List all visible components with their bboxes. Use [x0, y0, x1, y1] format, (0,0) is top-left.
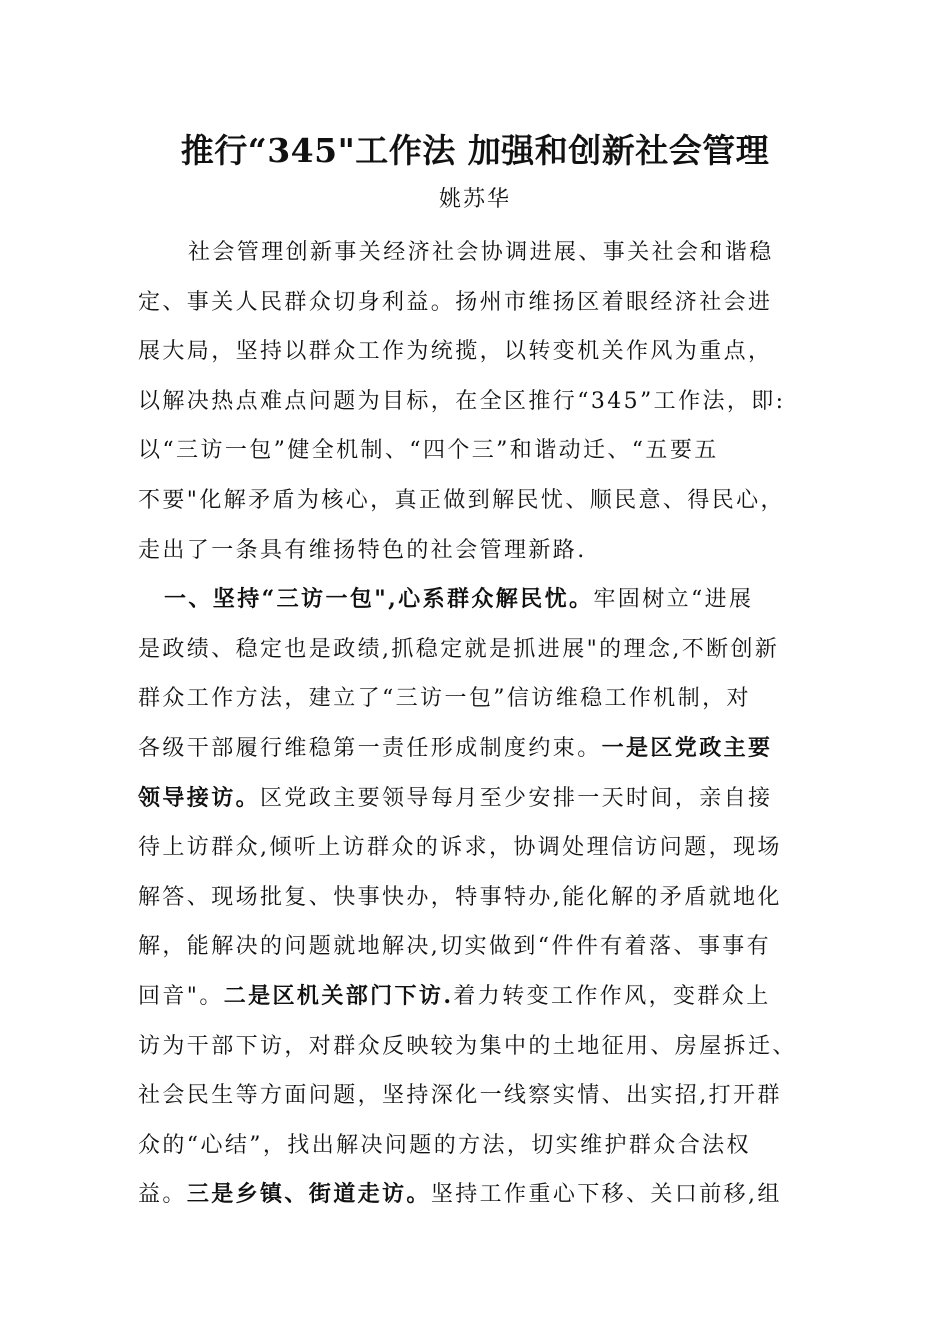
paragraph-line: 是政绩、稳定也是政绩,抓稳定就是抓进展"的理念,不断创新 — [138, 636, 780, 662]
paragraph-line: 展大局，坚持以群众工作为统揽，以转变机关作风为重点， — [138, 339, 773, 365]
section-text: 着力转变工作作风，变群众上 — [453, 983, 771, 1009]
paragraph-line: 不要"化解矛盾为核心，真正做到解民忧、顺民意、得民心， — [138, 487, 785, 513]
paragraph-line: 解，能解决的问题就地解决,切实做到“件件有着落、事事有 — [138, 934, 772, 960]
paragraph-line — [138, 972, 818, 1022]
paragraph-line: 众的“心结”，找出解决问题的方法，切实维护群众合法权 — [138, 1132, 751, 1158]
section-text: 坚持工作重心下移、关口前移,组 — [430, 1182, 782, 1208]
section-text: 各级干部履行维稳第一责任形成制度约束。 — [138, 735, 602, 761]
paragraph-line — [138, 774, 818, 824]
document-body — [138, 228, 818, 1220]
paragraph-line: 解答、现场批复、快事快办，特事特办,能化解的矛盾就地化 — [138, 884, 782, 910]
paragraph-line — [138, 1170, 818, 1220]
paragraph-line: 群众工作方法，建立了“三访一包”信访维稳工作机制，对 — [138, 686, 751, 712]
paragraph-line: 社会管理创新事关经济社会协调进展、事关社会和谐稳 — [188, 240, 774, 265]
section-text: 牢固树立“进展 — [593, 587, 754, 613]
section-text: 区党政主要领导每月至少安排一天时间，亲自接 — [260, 785, 773, 811]
paragraph-line: 走出了一条具有维扬特色的社会管理新路. — [138, 537, 587, 563]
paragraph-line — [138, 724, 818, 774]
paragraph-line: 以“三访一包”健全机制、“四个三”和谐动迁、“五要五 — [138, 438, 719, 464]
section-heading: 一、坚持“三访一包",心系群众解民忧。 — [164, 586, 594, 613]
paragraph-line: 社会民生等方面问题，坚持深化一线察实情、出实招,打开群 — [138, 1083, 782, 1109]
section-heading-line — [138, 575, 818, 625]
point-heading: 领导接访。 — [138, 784, 261, 811]
document-author: 姚苏华 — [438, 187, 511, 212]
point-heading: 二是区机关部门下访. — [223, 982, 454, 1009]
section-text: 回音"。 — [138, 983, 224, 1009]
point-heading: 一是区党政主要 — [601, 734, 773, 761]
paragraph-line: 以解决热点难点问题为目标，在全区推行“345”工作法，即: — [138, 388, 786, 414]
section-text: 益。 — [138, 1182, 187, 1208]
paragraph-line: 定、事关人民群众切身利益。扬州市维扬区着眼经济社会进 — [138, 289, 773, 315]
paragraph-line: 待上访群众,倾听上访群众的诉求，协调处理信访问题，现场 — [138, 835, 782, 861]
point-heading: 三是乡镇、街道走访。 — [186, 1181, 431, 1208]
paragraph-line: 访为干部下访，对群众反映较为集中的土地征用、房屋拆迁、 — [138, 1033, 797, 1059]
document-title: 推行“345"工作法 加强和创新社会管理 — [180, 131, 770, 170]
